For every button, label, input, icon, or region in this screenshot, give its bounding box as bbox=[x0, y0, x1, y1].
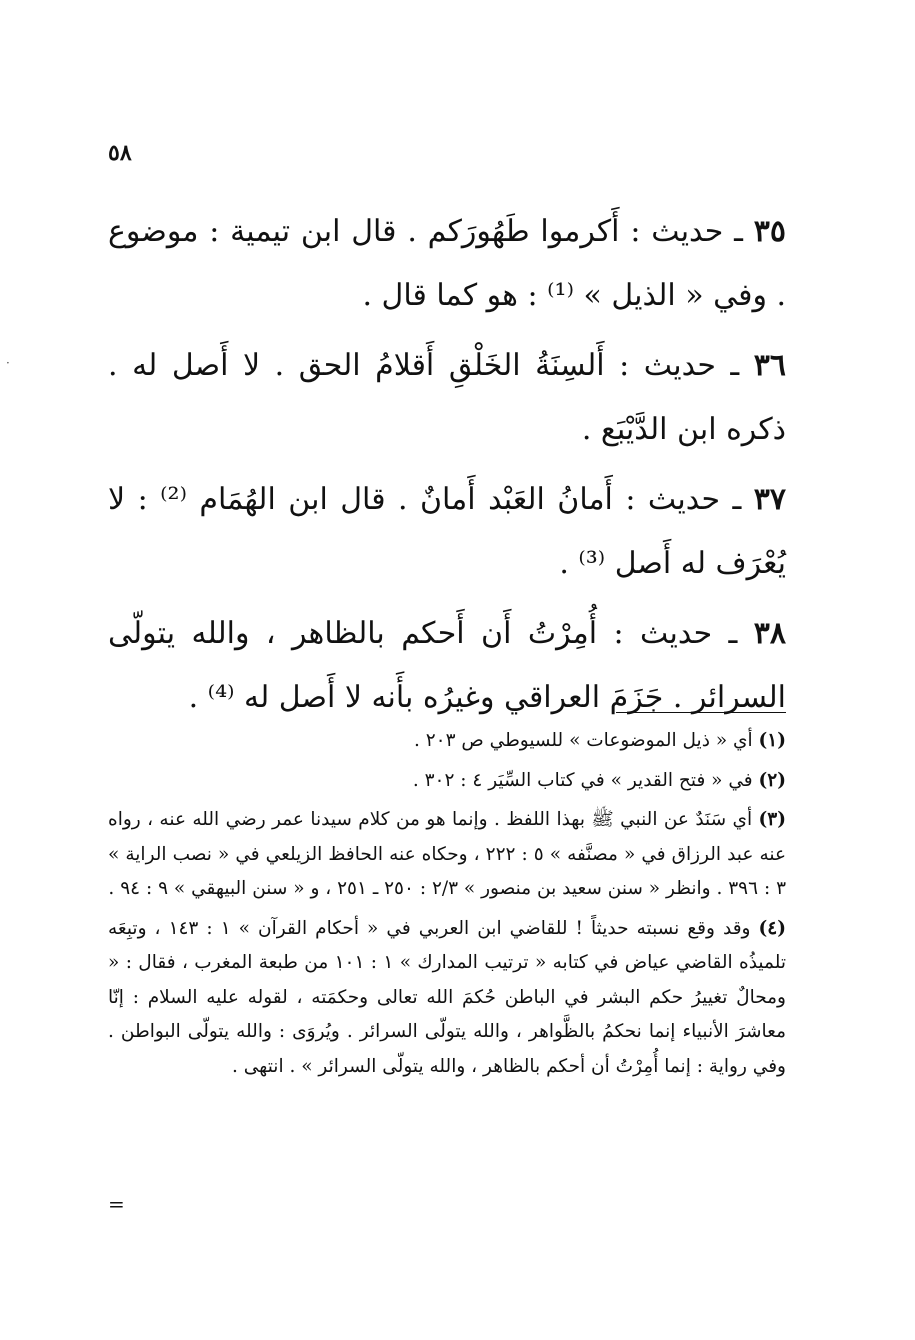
entry-text: ـ حديث : أُمِرْتُ أَن أَحكم بالظاهر ، والله يتولّى السرائر . جَزَمَ العراقي وغيرُه بأَنه لا أَصل له ⁽⁴⁾ . bbox=[108, 616, 786, 715]
hadith-entry bbox=[108, 200, 786, 328]
entry-number: ٣٦ bbox=[753, 348, 786, 383]
footnote bbox=[108, 912, 786, 1085]
footnote-number: (٤) bbox=[758, 917, 786, 939]
entry-number: ٣٨ bbox=[753, 616, 786, 651]
hadith-entry bbox=[108, 468, 786, 596]
footnote-number: (٣) bbox=[758, 809, 786, 830]
footnote bbox=[108, 724, 786, 759]
footnote-text: وقد وقع نسبته حديثاً ! للقاضي ابن العربي في « أحكام القرآن » ١ : ١٤٣ ، وتبِعَه تلميذُه القاضي عياض في كتابه « ترتيب المدارك » ١ : ١٠١ من طبعة المغرب ، فقال : « ومحالٌ تغييرُ حكم البشر في الباطن حُكمَ الله تعالى وحكمَته ، لقوله عليه السلام : إنّا معاشرَ الأنبياء إنما نحكمُ بالظَّواهر ، والله يتولّى السرائر . ويُروَى : والله يتولّى البواطن . وفي رواية : إنما أُمِرْتُ أن أحكم بالظاهر ، والله يتولّى السرائر » . انتهى . bbox=[108, 917, 786, 1077]
entry-number: ٣٧ bbox=[753, 482, 786, 517]
footnote bbox=[108, 764, 786, 799]
entry-text: ـ حديث : أَكرموا طَهُورَكم . قال ابن تيمية : موضوع . وفي « الذيل » ⁽¹⁾ : هو كما قال . bbox=[108, 214, 786, 313]
page-number: ٥٨ bbox=[108, 140, 132, 166]
footnotes bbox=[108, 724, 786, 1089]
footnote-separator bbox=[616, 712, 786, 713]
hadith-entries bbox=[108, 200, 786, 736]
entry-text: ـ حديث : أَمانُ العَبْد أَمانٌ . قال ابن الهُمَام ⁽²⁾ : لا يُعْرَف له أَصل ⁽³⁾ . bbox=[108, 482, 786, 581]
hadith-entry bbox=[108, 602, 786, 730]
entry-text: ـ حديث : أَلسِنَةُ الخَلْقِ أَقلامُ الحق . لا أَصل له . ذكره ابن الدَّيْبَع . bbox=[108, 348, 786, 447]
margin-tick-mark: · bbox=[6, 356, 10, 370]
continuation-mark: = bbox=[108, 1192, 125, 1216]
hadith-entry bbox=[108, 334, 786, 462]
footnote-text: في « فتح القدير » في كتاب السِّيَر ٤ : ٣٠٢ . bbox=[412, 769, 759, 791]
footnote-number: (٢) bbox=[758, 769, 786, 791]
footnote-text: أي « ذيل الموضوعات » للسيوطي ص ٢٠٣ . bbox=[413, 730, 759, 751]
entry-number: ٣٥ bbox=[753, 214, 786, 249]
footnote bbox=[108, 803, 786, 907]
footnote-number: (١) bbox=[758, 730, 786, 751]
book-page bbox=[108, 140, 786, 1240]
footnote-text: أي سَنَدٌ عن النبي ﷺ بهذا اللفظ . وإنما هو من كلام سيدنا عمر رضي الله عنه ، رواه عنه عبد الرزاق في « مصنَّفه » ٥ : ٢٢٢ ، وحكاه عنه الحافظ الزيلعي في « نصب الراية » ٣ : ٣٩٦ . وانظر « سنن سعيد بن منصور » ٢/٣ : ٢٥٠ ـ ٢٥١ ، و « سنن البيهقي » ٩ : ٩٤ . bbox=[108, 809, 786, 899]
